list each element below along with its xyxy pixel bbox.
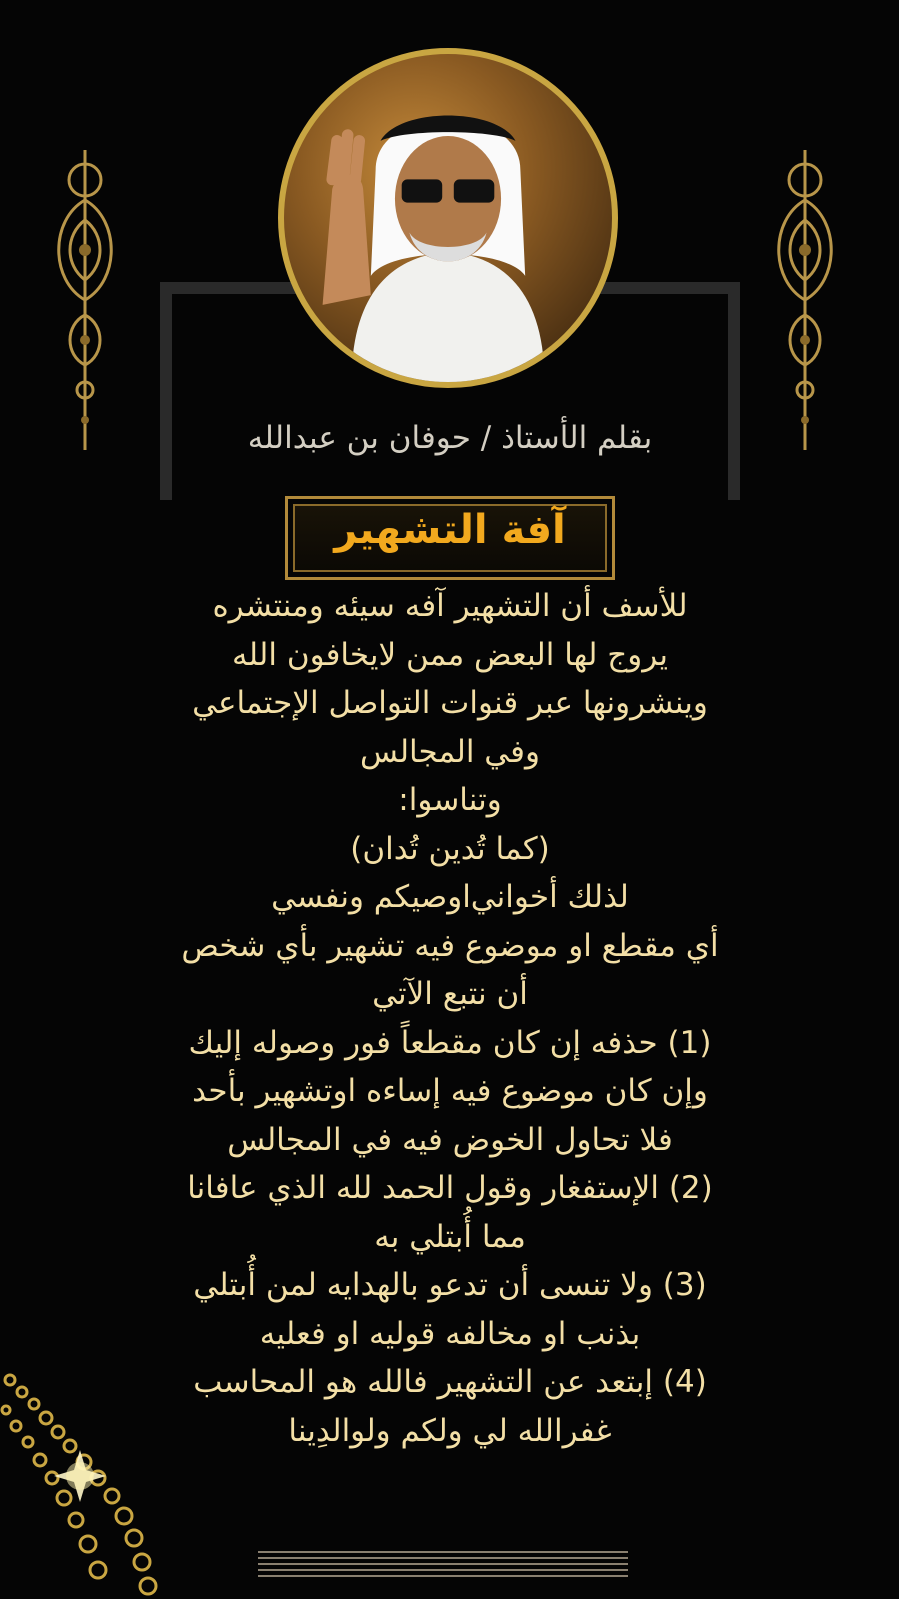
- body-line: مما أُبتلي به: [374, 1218, 526, 1255]
- body-line: يروج لها البعض ممن لايخافون الله: [232, 636, 668, 673]
- body-line: فلا تحاول الخوض فيه في المجالس: [227, 1121, 673, 1158]
- body-line: (2) الإستفغار وقول الحمد لله الذي عافانا: [187, 1170, 713, 1206]
- article-body: [60, 582, 840, 1455]
- body-line: غفرالله لي ولكم ولوالدِينا: [288, 1412, 612, 1449]
- body-line: وتناسوا:: [398, 782, 502, 818]
- bottom-divider-lines: [258, 1550, 628, 1578]
- body-line: للأسف أن التشهير آفه سيئه ومنتشره: [212, 588, 688, 624]
- body-line: وفي المجالس: [360, 733, 540, 770]
- body-line: (4) إبتعد عن التشهير فالله هو المحاسب: [193, 1364, 707, 1400]
- body-line: (3) ولا تنسى أن تدعو بالهدايه لمن أُبتلي: [193, 1267, 707, 1303]
- body-line: (1) حذفه إن كان مقطعاً فور وصوله إليك: [188, 1024, 712, 1061]
- body-line: بذنب او مخالفه قوليه او فعليه: [259, 1315, 641, 1352]
- gold-chain-sparkle-decoration: [0, 1370, 180, 1599]
- body-line: وإن كان موضوع فيه إساءه اوتشهير بأحد: [192, 1073, 708, 1109]
- title-plaque: [285, 496, 615, 580]
- portrait-illustration: [284, 54, 612, 382]
- body-line: أن نتبع الآتي: [372, 976, 528, 1012]
- left-arabesque-ornament: [40, 150, 130, 450]
- body-line: لذلك أخواني‌اوصيكم ونفسي: [271, 879, 629, 915]
- right-arabesque-ornament: [760, 150, 850, 450]
- body-line: وينشرونها عبر قنوات التواصل الإجتماعي: [192, 685, 708, 721]
- author-portrait: [278, 48, 618, 388]
- body-line: (كما تُدين تُدان): [350, 830, 550, 867]
- body-line: أي مقطع او موضوع فيه تشهير بأي شخص: [181, 927, 719, 964]
- author-byline: بقلم الأستاذ / حوفان بن عبدالله: [247, 420, 653, 456]
- article-title: آفة التشهير: [334, 507, 566, 553]
